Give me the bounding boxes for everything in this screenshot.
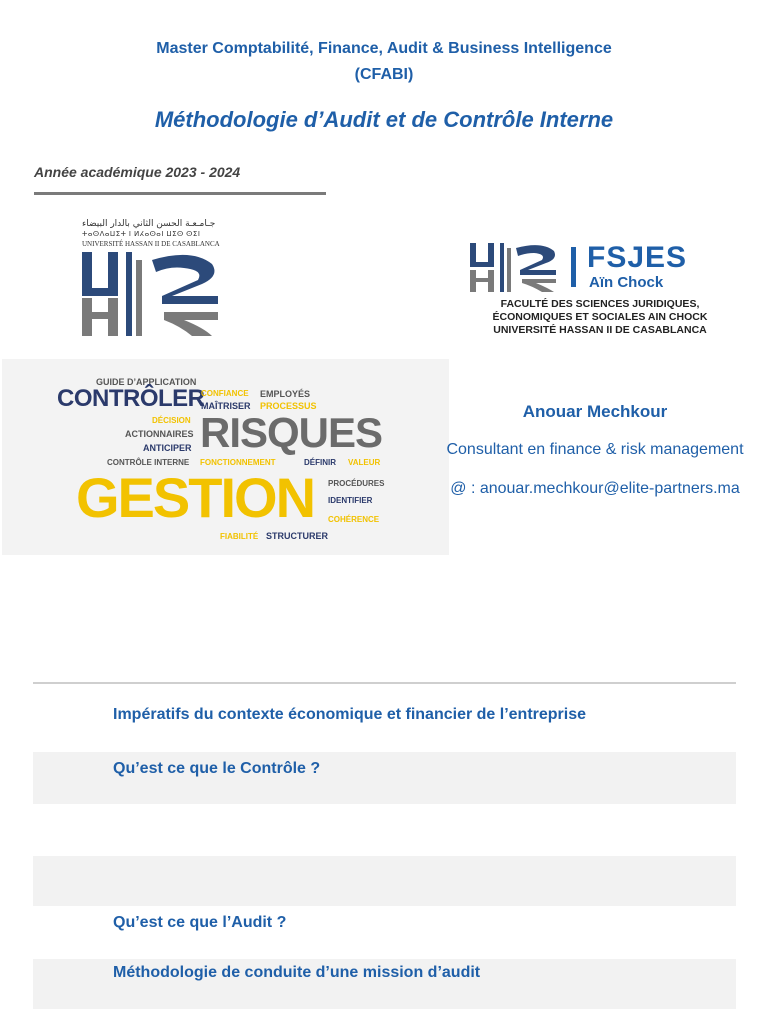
agenda-band [33, 856, 736, 906]
agenda-item: Qu’est ce que le Contrôle ? [113, 760, 321, 777]
cloud-word-valeur: VALEUR [348, 458, 381, 467]
uh2c-arabic-name: جـامـعـة الحسن الثاني بالدار البيضاء [82, 219, 216, 229]
cloud-word-controle-interne: CONTRÔLE INTERNE [107, 458, 190, 467]
cloud-word-decision: DÉCISION [152, 416, 191, 425]
cloud-word-confiance: CONFIANCE [201, 389, 249, 398]
fsjes-line-2: ÉCONOMIQUES ET SOCIALES AIN CHOCK [492, 311, 708, 323]
program-acronym: (CFABI) [354, 66, 414, 83]
cloud-word-anticiper: ANTICIPER [143, 443, 192, 453]
year-divider [34, 192, 326, 195]
cloud-word-guide: GUIDE D’APPLICATION [96, 377, 197, 387]
uh2c-tifinagh-name: ⵜⴰⵙⴷⴰⵡⵉⵜ ⵏ ⵍⵃⴰⵙⴰⵏ ⵡⵉⵙ ⵙⵉⵏ [82, 231, 201, 238]
cloud-word-identifier: IDENTIFIER [328, 496, 373, 505]
author-role: Consultant en finance & risk management [446, 441, 744, 458]
cloud-word-coherence: COHÉRENCE [328, 515, 380, 524]
cloud-word-fiabilite: FIABILITÉ [220, 532, 259, 541]
author-name: Anouar Mechkour [522, 402, 668, 421]
document-title: Méthodologie d’Audit et de Contrôle Interne [154, 107, 614, 132]
uh2c-latin-name: UNIVERSITÉ HASSAN II DE CASABLANCA [82, 240, 220, 248]
cloud-word-actionnaires: ACTIONNAIRES [125, 429, 194, 439]
cloud-word-risques: RISQUES [200, 409, 383, 456]
author-email[interactable]: @ : anouar.mechkour@elite-partners.ma [450, 480, 740, 497]
word-cloud-image [2, 359, 449, 555]
agenda-item: Impératifs du contexte économique et financier de l’entreprise [113, 706, 587, 723]
fsjes-uh2c-icon [470, 243, 562, 293]
cloud-word-controler: CONTRÔLER [57, 385, 205, 412]
fsjes-name: FSJES [587, 241, 688, 274]
cloud-word-gestion: GESTION [76, 466, 315, 529]
fsjes-divider [571, 247, 576, 287]
cloud-word-definir: DÉFINIR [304, 458, 336, 467]
academic-year: Année académique 2023 - 2024 [34, 164, 241, 180]
cloud-word-structurer: STRUCTURER [266, 531, 328, 541]
fsjes-line-3: UNIVERSITÉ HASSAN II DE CASABLANCA [493, 324, 707, 336]
cloud-word-fonctionnement: FONCTIONNEMENT [200, 458, 276, 467]
cloud-word-processus: PROCESSUS [260, 401, 317, 411]
cloud-word-procedures: PROCÉDURES [328, 479, 385, 488]
agenda-item: Qu’est ce que l’Audit ? [113, 914, 287, 931]
agenda-divider [33, 682, 736, 684]
fsjes-subname: Aïn Chock [589, 274, 664, 291]
uh2c-logo-icon [80, 250, 225, 338]
program-title: Master Comptabilité, Finance, Audit & Business Intelligence [156, 40, 612, 57]
fsjes-line-1: FACULTÉ DES SCIENCES JURIDIQUES, [500, 298, 700, 310]
agenda-item: Méthodologie de conduite d’une mission d’audit [113, 964, 481, 981]
cloud-word-employes: EMPLOYÉS [260, 389, 311, 399]
cloud-word-maitriser: MAÎTRISER [201, 401, 251, 411]
